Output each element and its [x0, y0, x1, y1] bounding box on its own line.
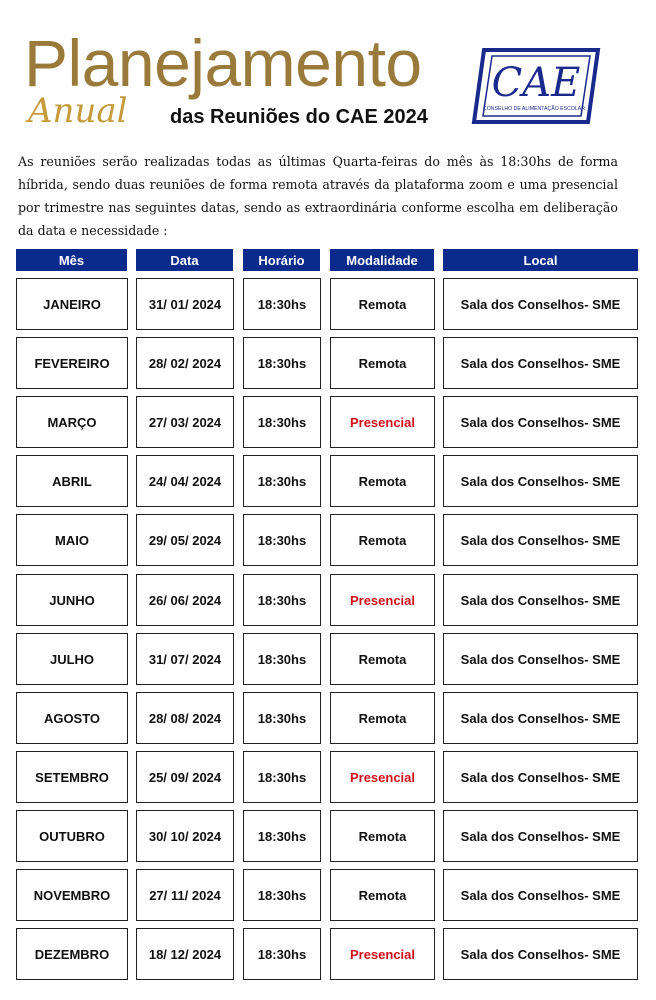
cell-modalidade: Presencial — [330, 751, 435, 803]
cell-local: Sala dos Conselhos- SME — [443, 514, 638, 566]
cell-horario: 18:30hs — [243, 692, 321, 744]
cell-local: Sala dos Conselhos- SME — [443, 869, 638, 921]
cell-local: Sala dos Conselhos- SME — [443, 928, 638, 980]
cell-modalidade: Remota — [330, 278, 435, 330]
title-anual: Anual — [28, 91, 128, 131]
table-row — [0, 514, 656, 566]
cell-mes: MAIO — [16, 514, 128, 566]
cell-data: 31/ 07/ 2024 — [136, 633, 234, 685]
cell-data: 27/ 03/ 2024 — [136, 396, 234, 448]
column-header-modalidade: Modalidade — [330, 249, 434, 271]
cell-horario: 18:30hs — [243, 337, 321, 389]
table-row — [0, 633, 656, 685]
table-row — [0, 810, 656, 862]
cell-data: 30/ 10/ 2024 — [136, 810, 234, 862]
cell-local: Sala dos Conselhos- SME — [443, 337, 638, 389]
page-subtitle: das Reuniões do CAE 2024 — [170, 106, 428, 128]
cell-modalidade: Remota — [330, 692, 435, 744]
column-header-mes: Mês — [16, 249, 127, 271]
cell-mes: JULHO — [16, 633, 128, 685]
table-row — [0, 337, 656, 389]
cell-modalidade: Remota — [330, 514, 435, 566]
cell-local: Sala dos Conselhos- SME — [443, 396, 638, 448]
table-row — [0, 455, 656, 507]
cell-data: 18/ 12/ 2024 — [136, 928, 234, 980]
logo-subtext: CONSELHO DE ALIMENTAÇÃO ESCOLAR — [483, 106, 585, 112]
cell-horario: 18:30hs — [243, 751, 321, 803]
cell-data: 29/ 05/ 2024 — [136, 514, 234, 566]
cell-horario: 18:30hs — [243, 869, 321, 921]
intro-paragraph: As reuniões serão realizadas todas as últimas Quarta-feiras do mês às 18:30hs de forma híbrida, sendo duas reuniões de forma remota através da plataforma zoom e uma presencial por trimestre nas seguintes datas, sendo as extraordinária conforme escolha em deliberação da data e necessidade : — [18, 154, 618, 238]
cell-horario: 18:30hs — [243, 633, 321, 685]
cell-mes: ABRIL — [16, 455, 128, 507]
cell-local: Sala dos Conselhos- SME — [443, 278, 638, 330]
cell-data: 28/ 08/ 2024 — [136, 692, 234, 744]
cell-data: 31/ 01/ 2024 — [136, 278, 234, 330]
cell-local: Sala dos Conselhos- SME — [443, 810, 638, 862]
table-row — [0, 574, 656, 626]
cell-modalidade: Presencial — [330, 574, 435, 626]
cell-local: Sala dos Conselhos- SME — [443, 455, 638, 507]
cell-local: Sala dos Conselhos- SME — [443, 574, 638, 626]
cell-mes: NOVEMBRO — [16, 869, 128, 921]
cell-mes: OUTUBRO — [16, 810, 128, 862]
cell-horario: 18:30hs — [243, 810, 321, 862]
cell-modalidade: Presencial — [330, 928, 435, 980]
cell-modalidade: Remota — [330, 869, 435, 921]
cell-mes: AGOSTO — [16, 692, 128, 744]
cell-modalidade: Presencial — [330, 396, 435, 448]
cell-modalidade: Remota — [330, 337, 435, 389]
cell-mes: JUNHO — [16, 574, 128, 626]
cell-data: 28/ 02/ 2024 — [136, 337, 234, 389]
cell-horario: 18:30hs — [243, 928, 321, 980]
cell-modalidade: Remota — [330, 455, 435, 507]
column-header-local: Local — [443, 249, 638, 271]
cell-local: Sala dos Conselhos- SME — [443, 692, 638, 744]
cell-horario: 18:30hs — [243, 574, 321, 626]
cell-mes: SETEMBRO — [16, 751, 128, 803]
cell-mes: DEZEMBRO — [16, 928, 128, 980]
table-row — [0, 396, 656, 448]
table-row — [0, 692, 656, 744]
cell-data: 25/ 09/ 2024 — [136, 751, 234, 803]
cell-mes: JANEIRO — [16, 278, 128, 330]
column-header-data: Data — [136, 249, 233, 271]
cell-local: Sala dos Conselhos- SME — [443, 633, 638, 685]
cell-horario: 18:30hs — [243, 455, 321, 507]
table-row — [0, 928, 656, 980]
logo-text: CAE — [491, 60, 581, 106]
cell-modalidade: Remota — [330, 633, 435, 685]
cell-horario: 18:30hs — [243, 514, 321, 566]
table-row — [0, 278, 656, 330]
cae-logo — [470, 46, 602, 126]
cell-horario: 18:30hs — [243, 278, 321, 330]
page-title: Planejamento — [24, 26, 422, 100]
cell-modalidade: Remota — [330, 810, 435, 862]
column-header-horario: Horário — [243, 249, 320, 271]
cell-data: 27/ 11/ 2024 — [136, 869, 234, 921]
cell-mes: MARÇO — [16, 396, 128, 448]
cell-data: 26/ 06/ 2024 — [136, 574, 234, 626]
cell-local: Sala dos Conselhos- SME — [443, 751, 638, 803]
cell-horario: 18:30hs — [243, 396, 321, 448]
table-row — [0, 869, 656, 921]
cell-mes: FEVEREIRO — [16, 337, 128, 389]
cell-data: 24/ 04/ 2024 — [136, 455, 234, 507]
table-row — [0, 751, 656, 803]
